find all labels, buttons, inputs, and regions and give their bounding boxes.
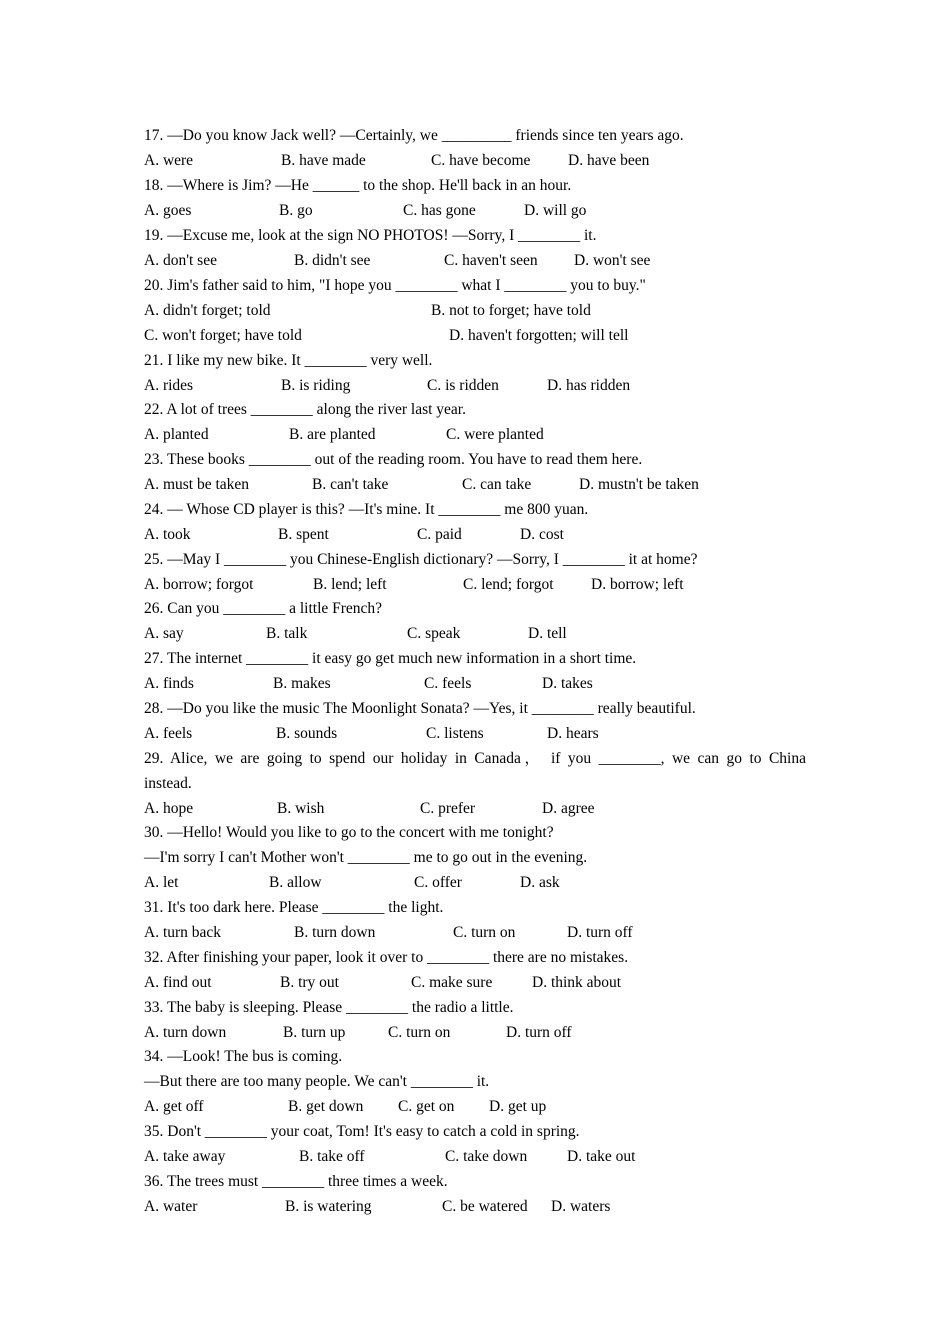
question-25-stem: 25. —May I ________ you Chinese-English dictionary? —Sorry, I ________ it at home? [144, 551, 698, 568]
q20-option-c: C. won't forget; have told [144, 327, 302, 344]
question-35-stem: 35. Don't ________ your coat, Tom! It's easy to catch a cold in spring. [144, 1123, 580, 1140]
q22-option-a: A. planted [144, 426, 209, 443]
q21-option-b: B. is riding [281, 377, 351, 394]
q28-option-a: A. feels [144, 725, 193, 742]
question-17-stem: 17. —Do you know Jack well? —Certainly, we _________ friends since ten years ago. [144, 127, 684, 144]
q31-option-c: C. turn on [453, 924, 516, 941]
q26-option-a: A. say [144, 625, 184, 642]
question-20-stem: 20. Jim's father said to him, "I hope you ________ what I ________ you to buy." [144, 277, 646, 294]
q19-option-d: D. won't see [574, 252, 651, 269]
q33-option-b: B. turn up [283, 1024, 346, 1041]
q23-option-d: D. mustn't be taken [579, 476, 699, 493]
q32-option-c: C. make sure [411, 974, 493, 991]
q21-option-c: C. is ridden [427, 377, 499, 394]
q31-option-a: A. turn back [144, 924, 222, 941]
q34-option-b: B. get down [288, 1098, 364, 1115]
q24-option-d: D. cost [520, 526, 564, 543]
q24-option-c: C. paid [417, 526, 462, 543]
q36-option-c: C. be watered [442, 1198, 528, 1215]
question-23-stem: 23. These books ________ out of the reading room. You have to read them here. [144, 451, 643, 468]
q24-option-b: B. spent [278, 526, 329, 543]
q23-option-c: C. can take [462, 476, 532, 493]
question-34-stem: 34. —Look! The bus is coming. [144, 1048, 343, 1065]
question-24-stem: 24. — Whose CD player is this? —It's mine. It ________ me 800 yuan. [144, 501, 589, 518]
question-29-stem-continued: instead. [144, 775, 192, 792]
question-34-stem-continued: —But there are too many people. We can't ________ it. [144, 1073, 490, 1090]
q27-option-a: A. finds [144, 675, 194, 692]
q24-option-a: A. took [144, 526, 191, 543]
q32-option-a: A. find out [144, 974, 212, 991]
q22-option-b: B. are planted [289, 426, 376, 443]
q17-option-a: A. were [144, 152, 194, 169]
q23-option-b: B. can't take [312, 476, 389, 493]
question-32-stem: 32. After finishing your paper, look it over to ________ there are no mistakes. [144, 949, 629, 966]
q23-option-a: A. must be taken [144, 476, 250, 493]
q35-option-d: D. take out [567, 1148, 636, 1165]
q18-option-d: D. will go [524, 202, 587, 219]
q28-option-c: C. listens [426, 725, 484, 742]
q19-option-c: C. haven't seen [444, 252, 538, 269]
question-28-stem: 28. —Do you like the music The Moonlight Sonata? —Yes, it ________ really beautiful. [144, 700, 696, 717]
q34-option-a: A. get off [144, 1098, 204, 1115]
question-30-stem: 30. —Hello! Would you like to go to the concert with me tonight? [144, 824, 554, 841]
q25-option-d: D. borrow; left [591, 576, 684, 593]
q31-option-d: D. turn off [567, 924, 633, 941]
q21-option-d: D. has ridden [547, 377, 631, 394]
q30-option-a: A. let [144, 874, 179, 891]
q35-option-a: A. take away [144, 1148, 226, 1165]
q34-option-d: D. get up [489, 1098, 547, 1115]
q34-option-c: C. get on [398, 1098, 455, 1115]
q20-option-a: A. didn't forget; told [144, 302, 271, 319]
q35-option-b: B. take off [299, 1148, 365, 1165]
q18-option-b: B. go [279, 202, 313, 219]
q18-option-c: C. has gone [403, 202, 476, 219]
q25-option-c: C. lend; forgot [463, 576, 554, 593]
question-31-stem: 31. It's too dark here. Please ________ the light. [144, 899, 444, 916]
q25-option-b: B. lend; left [313, 576, 387, 593]
q28-option-b: B. sounds [276, 725, 338, 742]
q26-option-b: B. talk [266, 625, 308, 642]
q27-option-c: C. feels [424, 675, 472, 692]
q30-option-c: C. offer [414, 874, 462, 891]
q36-option-a: A. water [144, 1198, 198, 1215]
q29-option-d: D. agree [542, 800, 595, 817]
q17-option-d: D. have been [568, 152, 650, 169]
q17-option-b: B. have made [281, 152, 366, 169]
q17-option-c: C. have become [431, 152, 531, 169]
q26-option-c: C. speak [407, 625, 461, 642]
q33-option-c: C. turn on [388, 1024, 451, 1041]
q32-option-b: B. try out [280, 974, 339, 991]
question-36-stem: 36. The trees must ________ three times a week. [144, 1173, 448, 1190]
q35-option-c: C. take down [445, 1148, 528, 1165]
q26-option-d: D. tell [528, 625, 567, 642]
q27-option-d: D. takes [542, 675, 593, 692]
question-22-stem: 22. A lot of trees ________ along the river last year. [144, 401, 466, 418]
q19-option-a: A. don't see [144, 252, 217, 269]
q33-option-d: D. turn off [506, 1024, 572, 1041]
q36-option-d: D. waters [551, 1198, 611, 1215]
question-29-stem: 29. Alice, we are going to spend our holiday in Canada， if you ________, we can go to China [144, 750, 806, 767]
question-30-stem-continued: —I'm sorry I can't Mother won't ________ me to go out in the evening. [144, 849, 588, 866]
q21-option-a: A. rides [144, 377, 194, 394]
q19-option-b: B. didn't see [294, 252, 371, 269]
q30-option-b: B. allow [269, 874, 322, 891]
q36-option-b: B. is watering [285, 1198, 372, 1215]
question-21-stem: 21. I like my new bike. It ________ very well. [144, 352, 433, 369]
question-27-stem: 27. The internet ________ it easy go get much new information in a short time. [144, 650, 637, 667]
question-33-stem: 33. The baby is sleeping. Please ________ the radio a little. [144, 999, 514, 1016]
q22-option-c: C. were planted [446, 426, 544, 443]
q33-option-a: A. turn down [144, 1024, 227, 1041]
q31-option-b: B. turn down [294, 924, 376, 941]
q28-option-d: D. hears [547, 725, 599, 742]
question-19-stem: 19. —Excuse me, look at the sign NO PHOTOS! —Sorry, I ________ it. [144, 227, 597, 244]
question-18-stem: 18. —Where is Jim? —He ______ to the shop. He'll back in an hour. [144, 177, 572, 194]
q32-option-d: D. think about [532, 974, 622, 991]
q25-option-a: A. borrow; forgot [144, 576, 254, 593]
q20-option-b: B. not to forget; have told [431, 302, 591, 319]
q29-option-c: C. prefer [420, 800, 476, 817]
q29-option-b: B. wish [277, 800, 325, 817]
question-26-stem: 26. Can you ________ a little French? [144, 600, 383, 617]
q30-option-d: D. ask [520, 874, 560, 891]
q27-option-b: B. makes [273, 675, 331, 692]
q29-option-a: A. hope [144, 800, 194, 817]
q20-option-d: D. haven't forgotten; will tell [449, 327, 629, 344]
q18-option-a: A. goes [144, 202, 192, 219]
